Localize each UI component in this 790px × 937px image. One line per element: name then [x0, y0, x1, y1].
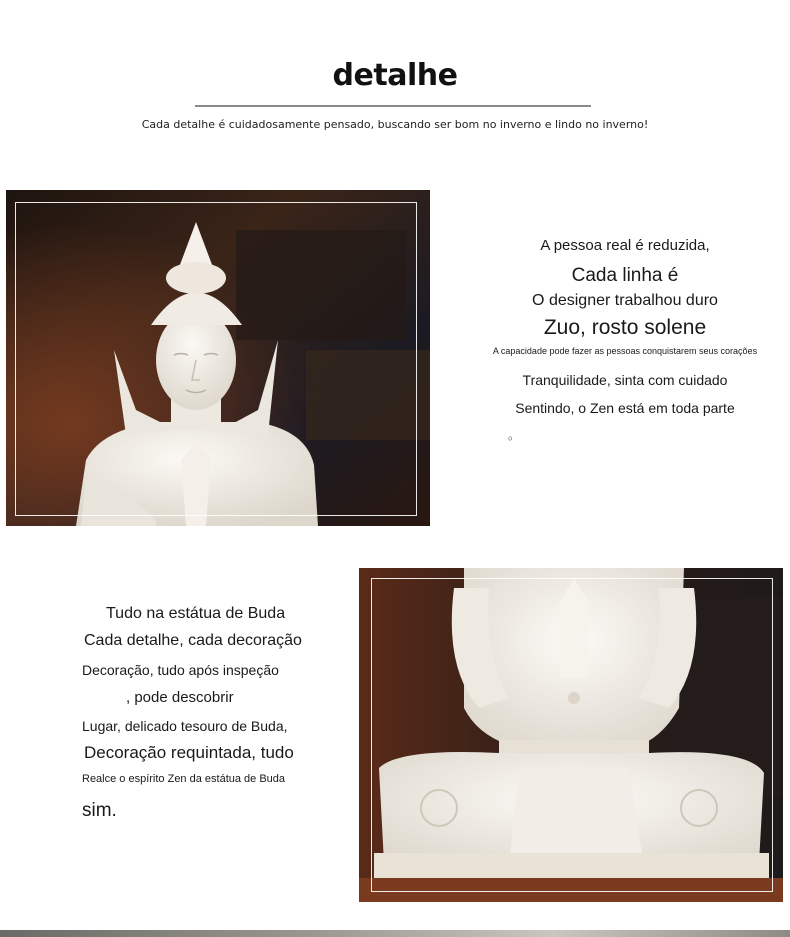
text-line: Tranquilidade, sinta com cuidado [522, 372, 728, 388]
text-line: Decoração requintada, tudo [84, 743, 294, 762]
text-line: Cada detalhe, cada decoração [84, 632, 302, 649]
text-line: sim. [82, 800, 117, 821]
text-line: Decoração, tudo após inspeção [82, 662, 279, 678]
text-line: Realce o espírito Zen da estátua de Buda [82, 773, 286, 785]
text-line: Cada linha é [571, 265, 679, 286]
buddha-head-photo [6, 190, 430, 526]
buddha-hands-photo [359, 568, 783, 902]
text-line: A capacidade pode fazer as pessoas conquistarem seus corações [492, 346, 758, 356]
text-line: 。 [508, 428, 521, 442]
text-line: Sentindo, o Zen está em toda parte [515, 400, 735, 416]
buddha-hands-photo-icon [359, 568, 783, 902]
text-line: A pessoa real é reduzida, [540, 237, 710, 254]
text-line: Zuo, rosto solene [543, 316, 707, 339]
buddha-head-photo-icon [6, 190, 430, 526]
text-line: Lugar, delicado tesouro de Buda, [82, 718, 288, 734]
title-divider [195, 105, 591, 107]
page-title: detalhe [332, 58, 458, 93]
bottom-image-strip [0, 930, 790, 937]
text-line: Tudo na estátua de Buda [106, 605, 286, 622]
text-line: O designer trabalhou duro [532, 292, 718, 309]
description-block-1 [470, 238, 780, 441]
page-subtitle: Cada detalhe é cuidadosamente pensado, buscando ser bom no inverno e lindo no inverno! [141, 118, 649, 131]
text-line: , pode descobrir [126, 689, 234, 706]
description-block-2 [60, 606, 310, 820]
